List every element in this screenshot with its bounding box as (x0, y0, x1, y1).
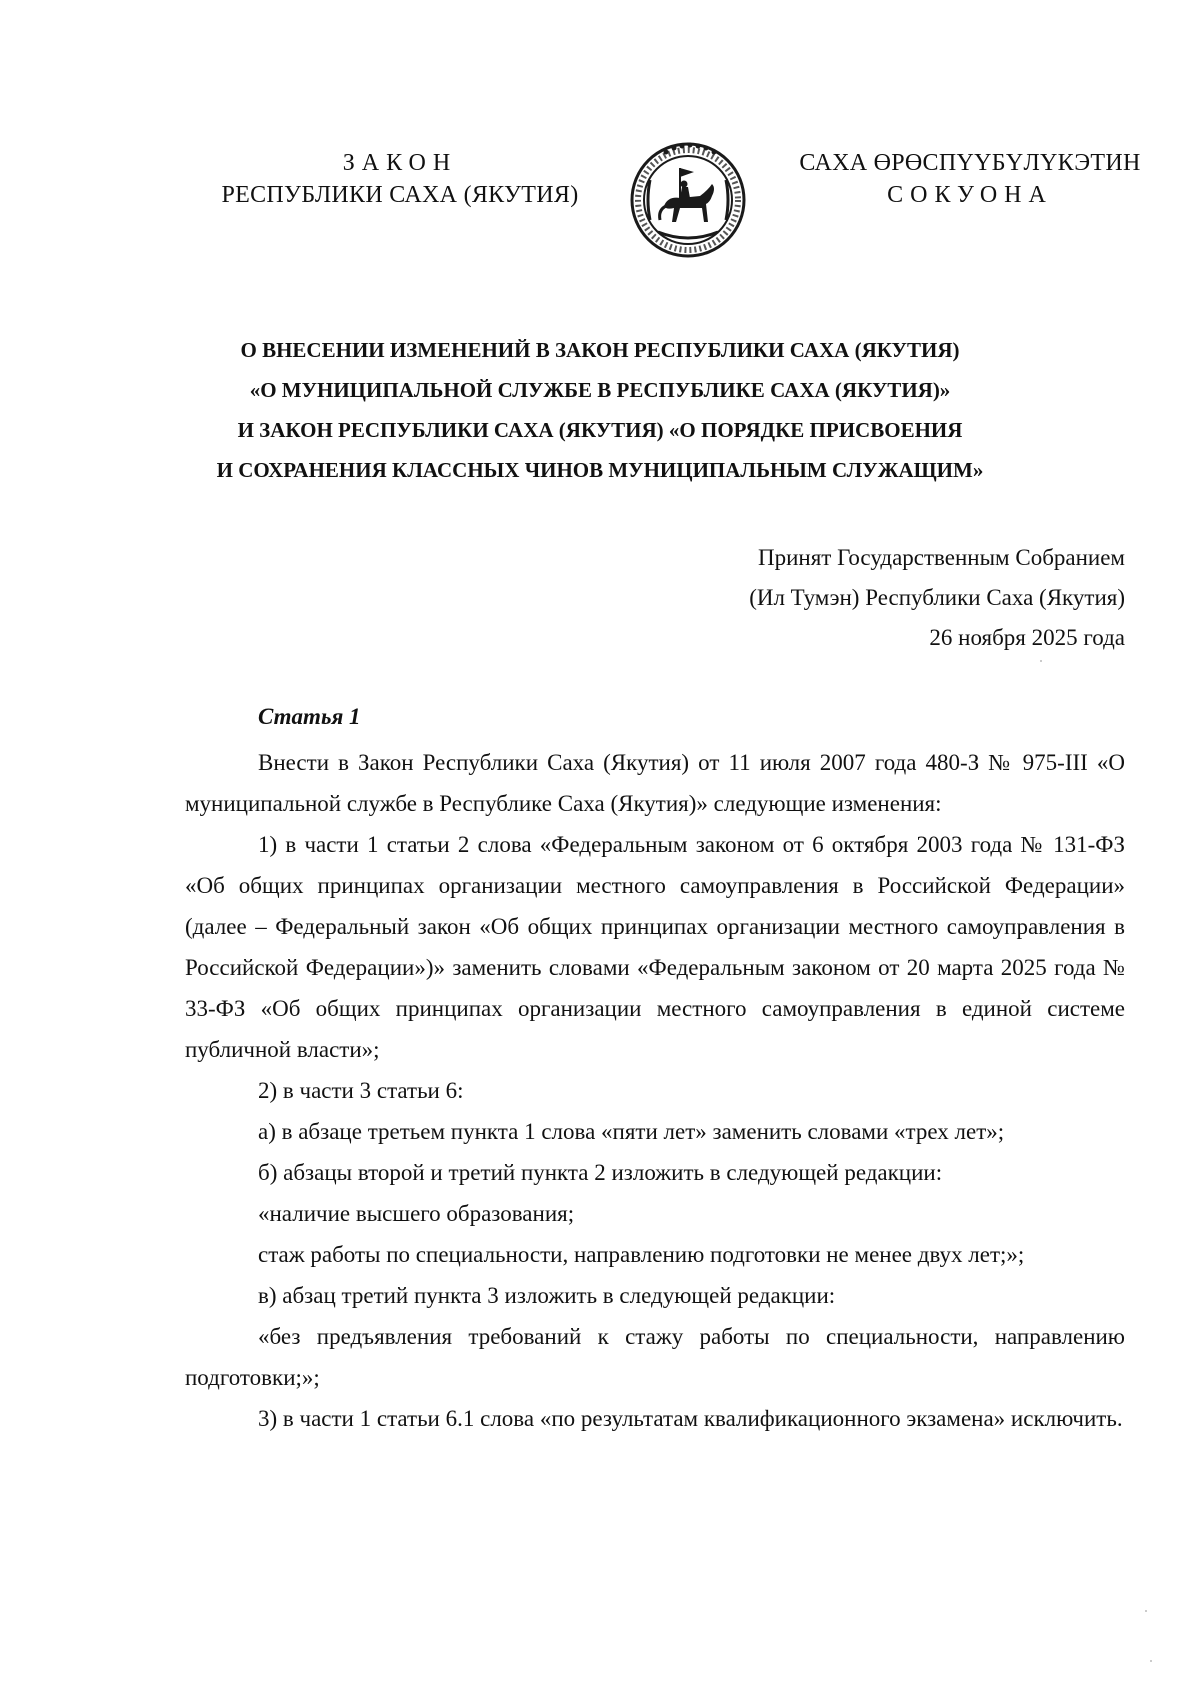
law-title-line: И СОХРАНЕНИЯ КЛАССНЫХ ЧИНОВ МУНИЦИПАЛЬНЫМ СЛУЖАЩИМ» (216, 458, 984, 482)
document-header (0, 140, 1200, 260)
law-title-line: «О МУНИЦИПАЛЬНОЙ СЛУЖБЕ В РЕСПУБЛИКЕ САХА (ЯКУТИЯ)» (249, 378, 951, 402)
article-paragraph: б) абзацы второй и третий пункта 2 изложить в следующей редакции: (258, 1160, 943, 1185)
law-title (150, 330, 1050, 490)
header-right-block (770, 147, 1170, 211)
article-paragraph: Внести в Закон Республики Саха (Якутия) от 11 июля 2007 года 480-З № 975-III «О муниципальной службе в Республике Саха (Якутия)» следующие изменения: (185, 750, 1125, 816)
adoption-line: (Ил Тумэн) Республики Саха (Якутия) (749, 585, 1125, 610)
article-heading: Статья 1 (258, 704, 361, 729)
article-body (185, 742, 1125, 1439)
header-republic-name-sakha: САХА ӨРӨСПҮҮБҮЛҮКЭТИН (799, 150, 1141, 176)
law-title-line: О ВНЕСЕНИИ ИЗМЕНЕНИЙ В ЗАКОН РЕСПУБЛИКИ САХА (ЯКУТИЯ) (240, 338, 960, 362)
article-paragraph: а) в абзаце третьем пункта 1 слова «пяти лет» заменить словами «трех лет»; (258, 1119, 1005, 1144)
header-law-word-sakha: СОКУОНА (887, 182, 1053, 208)
adoption-date: 26 ноября 2025 года (929, 625, 1125, 650)
adoption-line: Принят Государственным Собранием (757, 545, 1125, 570)
scan-speck (1040, 660, 1042, 662)
article-paragraph: 3) в части 1 статьи 6.1 слова «по результатам квалификационного экзамена» исключить. (258, 1406, 1123, 1431)
coat-of-arms-icon (628, 140, 748, 260)
header-republic-name: РЕСПУБЛИКИ САХА (ЯКУТИЯ) (221, 182, 579, 208)
law-title-line: И ЗАКОН РЕСПУБЛИКИ САХА (ЯКУТИЯ) «О ПОРЯДКЕ ПРИСВОЕНИЯ (237, 418, 963, 442)
scan-speck (1145, 1610, 1147, 1612)
scan-speck (1150, 1660, 1152, 1662)
article-paragraph: «наличие высшего образования; (258, 1201, 575, 1226)
article-paragraph: стаж работы по специальности, направлению подготовки не менее двух лет;»; (258, 1242, 1025, 1267)
header-law-word: ЗАКОН (342, 150, 458, 176)
article-paragraph: в) абзац третий пункта 3 изложить в следующей редакции: (258, 1283, 836, 1308)
adoption-statement (525, 538, 1125, 658)
article-paragraph: 2) в части 3 статьи 6: (258, 1078, 464, 1103)
header-left-block (200, 147, 600, 211)
article-paragraph: «без предъявления требований к стажу работы по специальности, направлению подготовки;»; (185, 1324, 1125, 1390)
article-paragraph: 1) в части 1 статьи 2 слова «Федеральным законом от 6 октября 2003 года № 131-ФЗ «Об общих принципах организации местного самоуправления в Российской Федерации» (далее – Федеральный закон «Об общих принципах организации местного самоуправления в Российской Федерации»)» заменить словами «Федеральным законом от 20 марта 2025 года № 33-ФЗ «Об общих принципах организации местного самоуправления в единой системе публичной власти»; (185, 832, 1125, 1062)
